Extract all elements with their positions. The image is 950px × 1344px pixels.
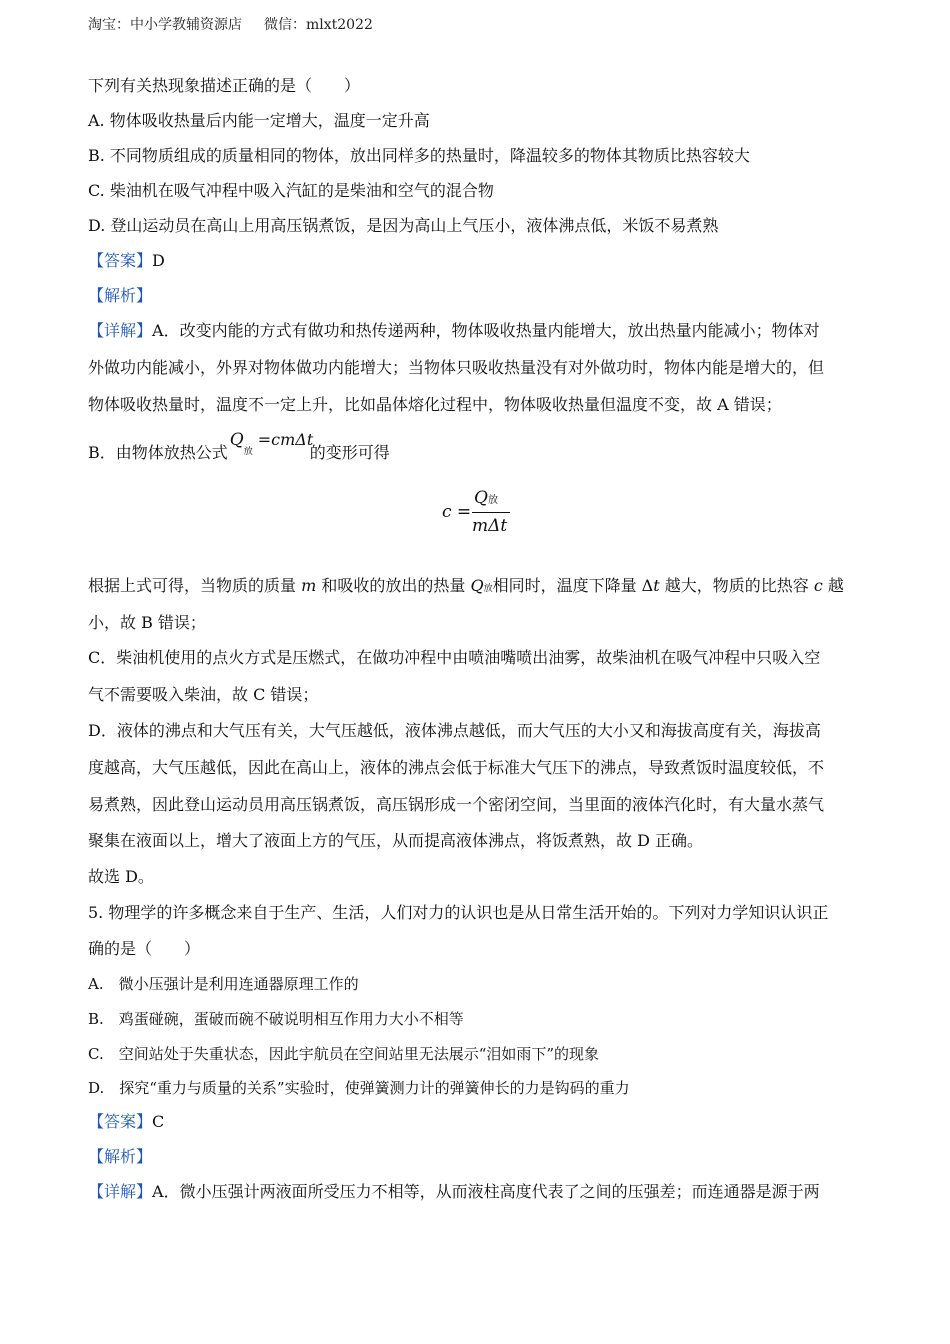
b-after-p5: 越 (822, 576, 844, 595)
header-shop: 淘宝：中小学教辅资源店 (88, 17, 242, 33)
detail-label: 【详解】 (88, 1182, 153, 1201)
q5-stem-line1: 5. 物理学的许多概念来自于生产、生活，人们对力的认识也是从日常生活开始的。下列对力学知识认识正 (88, 903, 829, 922)
inline-heat-formula (228, 429, 314, 465)
frac-denominator: mΔt (472, 516, 508, 536)
q5-option-d: D. 探究“重力与质量的关系”实验时，使弹簧测力计的弹簧伸长的力是钩码的重力 (88, 1079, 630, 1097)
analysis-label: 【解析】 (88, 1147, 153, 1166)
q4-option-d: D. 登山运动员在高山上用高压锅煮饭，是因为高山上气压小，液体沸点低，米饭不易煮熟 (88, 216, 719, 235)
q5-analysis-label (88, 1146, 152, 1168)
q4-detail-c-line1: C．柴油机使用的点火方式是压燃式，在做功冲程中由喷油嘴喷出油雾，故柴油机在吸气冲程中只吸入空 (88, 648, 821, 667)
page-header (88, 14, 373, 34)
q4-detail-b-line (88, 429, 390, 465)
answer-value: C (152, 1112, 165, 1131)
frac-lhs: c = (442, 502, 472, 522)
b-after-q: Q (470, 576, 484, 595)
q5-detail-a (88, 1181, 820, 1203)
detail-a-text: A．改变内能的方式有做功和热传递两种，物体吸收热量内能增大，放出热量内能减小；物体对 (152, 321, 820, 340)
q4-stem: 下列有关热现象描述正确的是（ ） (88, 76, 361, 95)
q5-stem-line2: 确的是（ ） (88, 939, 201, 958)
q4-option-c: C. 柴油机在吸气冲程中吸入汽缸的是柴油和空气的混合物 (88, 181, 494, 200)
b-after-c: c (813, 576, 823, 595)
q4-detail-a-line3: 物体吸收热量时，温度不一定上升，比如晶体熔化过程中，物体吸收热量但温度不变，故 A 错误； (88, 395, 782, 414)
detail-label: 【详解】 (88, 321, 153, 340)
q4-answer (88, 250, 165, 272)
q4-detail-d-line2: 度越高，大气压越低，因此在高山上，液体的沸点会低于标准大气压下的沸点，导致煮饭时温度较低，不 (88, 758, 825, 777)
fraction-bar (472, 512, 510, 513)
b-after-p4: 越大，物质的比热容 (659, 576, 814, 595)
q4-analysis-label (88, 285, 152, 307)
q4-detail-d-line3: 易煮熟，因此登山运动员用高压锅煮饭，高压锅形成一个密闭空间，当里面的液体汽化时，有大量水蒸气 (88, 795, 825, 814)
formula-q: Q (229, 429, 244, 450)
analysis-label: 【解析】 (88, 286, 153, 305)
detail-b-prefix: B．由物体放热公式 (88, 443, 228, 462)
q4-detail-d-line4: 聚集在液面以上，增大了液面上方的气压，从而提高液体沸点，将饭煮熟，故 D 正确。 (88, 831, 704, 850)
frac-num-q: Q (474, 488, 488, 508)
answer-value: D (152, 251, 165, 270)
fraction-formula (440, 488, 520, 540)
q5-option-c: C. 空间站处于失重状态，因此宇航员在空间站里无法展示“泪如雨下”的现象 (88, 1045, 600, 1063)
q4-conclusion: 故选 D。 (88, 867, 154, 886)
formula-q-sub: 放 (243, 446, 253, 457)
detail-b-suffix: 的变形可得 (309, 443, 390, 462)
q5-option-b: B. 鸡蛋碰碗，蛋破而碗不破说明相互作用力大小不相等 (88, 1010, 464, 1028)
q4-option-a: A. 物体吸收热量后内能一定增大，温度一定升高 (88, 111, 430, 130)
q4-detail-a-line1 (88, 320, 820, 342)
b-after-q-sub: 放 (483, 584, 493, 594)
q4-option-b: B. 不同物质组成的质量相同的物体，放出同样多的热量时，降温较多的物体其物质比热容较大 (88, 146, 750, 165)
b-after-m: m (301, 576, 317, 595)
q4-detail-a-line2: 外做功内能减小，外界对物体做功内能增大；当物体只吸收热量没有对外做功时，物体内能是增大的，但 (88, 358, 825, 377)
b-after-t: t (653, 576, 660, 595)
header-wechat: 微信：mlxt2022 (264, 17, 373, 33)
q4-detail-b-after-line1 (88, 575, 844, 600)
formula-rest: =cmΔt (257, 429, 314, 449)
q4-detail-c-line2: 气不需要吸入柴油，故 C 错误； (88, 685, 319, 704)
b-after-p3: 相同时，温度下降量 Δ (492, 576, 654, 595)
b-after-p1: 根据上式可得，当物质的质量 (88, 576, 302, 595)
answer-label: 【答案】 (88, 251, 153, 270)
q4-detail-d-line1: D．液体的沸点和大气压有关，大气压越低，液体沸点越低，而大气压的大小又和海拔高度有关，海拔高 (88, 721, 821, 740)
b-after-p2: 和吸收的放出的热量 (316, 576, 471, 595)
q4-detail-b-after-line2: 小，故 B 错误； (88, 613, 206, 632)
q5-answer (88, 1111, 164, 1133)
frac-numerator (474, 488, 498, 508)
answer-label: 【答案】 (88, 1112, 153, 1131)
frac-num-sub: 放 (487, 495, 498, 506)
q5-option-a: A. 微小压强计是利用连通器原理工作的 (88, 975, 359, 993)
detail-a-text: A．微小压强计两液面所受压力不相等，从而液柱高度代表了之间的压强差；而连通器是源于两 (152, 1182, 820, 1201)
